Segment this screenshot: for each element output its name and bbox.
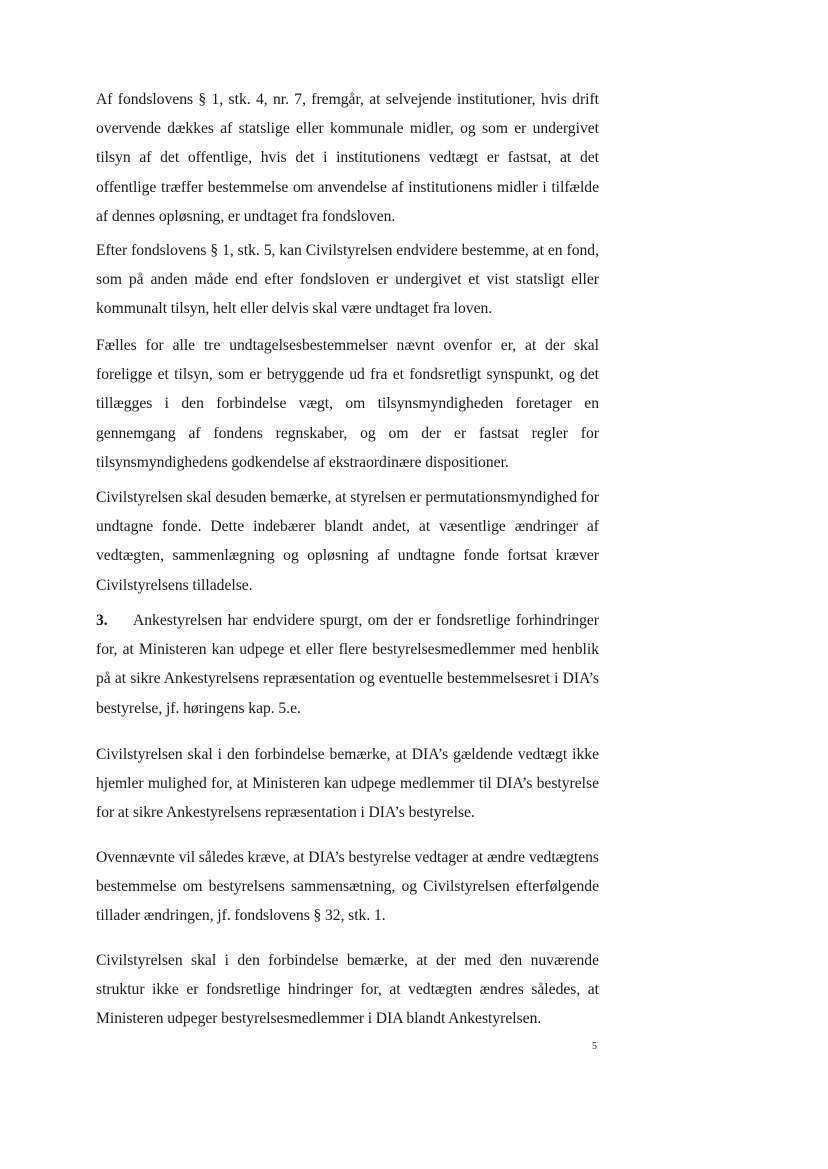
paragraph-text: Ankestyrelsen har endvidere spurgt, om der er fondsretlige forhindringer for, at Ministeren kan udpege et eller flere bestyrelsesmedlemmer med henblik på at sikre Ankestyrelsens repræsentation og eventuelle bestemmelsesret i DIA’s bestyrelse, jf. høringens kap. 5.e. [96,612,599,717]
section-3-paragraph [96,606,599,723]
paragraph-text: Civilstyrelsen skal desuden bemærke, at styrelsen er permutationsmyndighed for undtagne fonde. Dette indebærer blandt andet, at væsentlige ændringer af vedtægten, sammenlægning og opløsning af undtagne fonde fortsat kræver Civilstyrelsens tilladelse. [96,489,599,594]
paragraph-civilstyrelsen-exemption [96,236,599,324]
page-number: 5 [592,1041,597,1052]
paragraph-text: Fælles for alle tre undtagelsesbestemmelser nævnt ovenfor er, at der skal foreligge et tilsyn, som er betryggende ud fra et fondsretligt synspunkt, og det tillægges i den forbindelse vægt, om tilsynsmyndigheden foretager en gennemgang af fondens regnskaber, og om der er fastsat regler for tilsynsmyndighedens godkendelse af ekstraordinære dispositioner. [96,337,599,471]
section-number: 3. [96,612,108,629]
paragraph-permutation-authority [96,483,599,600]
paragraph-text: Civilstyrelsen skal i den forbindelse bemærke, at DIA’s gældende vedtægt ikke hjemler mulighed for, at Ministeren kan udpege medlemmer til DIA’s bestyrelse for at sikre Ankestyrelsens repræsentation i DIA’s bestyrelse. [96,746,599,822]
paragraph-current-statutes [96,740,599,828]
paragraph-no-obstacles [96,946,599,1034]
paragraph-text: Efter fondslovens § 1, stk. 5, kan Civilstyrelsen endvidere bestemme, at en fond, som på anden måde end efter fondsloven er undergivet et vist statsligt eller kommunalt tilsyn, helt eller delvis skal være undtaget fra loven. [96,242,599,318]
paragraph-common-provisions [96,331,599,477]
paragraph-text: Af fondslovens § 1, stk. 4, nr. 7, fremgår, at selvejende institutioner, hvis drift overvende dækkes af statslige eller kommunale midler, og som er undergivet tilsyn af det offentlige, hvis det i institutionens vedtægt er fastsat, at det offentlige træffer bestemmelse om anvendelse af institutionens midler i tilfælde af dennes opløsning, er undtaget fra fondsloven. [96,91,599,225]
paragraph-text: Ovennævnte vil således kræve, at DIA’s bestyrelse vedtager at ændre vedtægtens bestemmelse om bestyrelsens sammensætning, og Civilstyrelsen efterfølgende tillader ændringen, jf. fondslovens § 32, stk. 1. [96,849,599,925]
paragraph-text: Civilstyrelsen skal i den forbindelse bemærke, at der med den nuværende struktur ikke er fondsretlige hindringer for, at vedtægten ændres således, at Ministeren udpeger bestyrelsesmedlemmer i DIA blandt Ankestyrelsen. [96,952,599,1028]
paragraph-exemption-institutions [96,85,599,231]
paragraph-board-amendment [96,843,599,931]
